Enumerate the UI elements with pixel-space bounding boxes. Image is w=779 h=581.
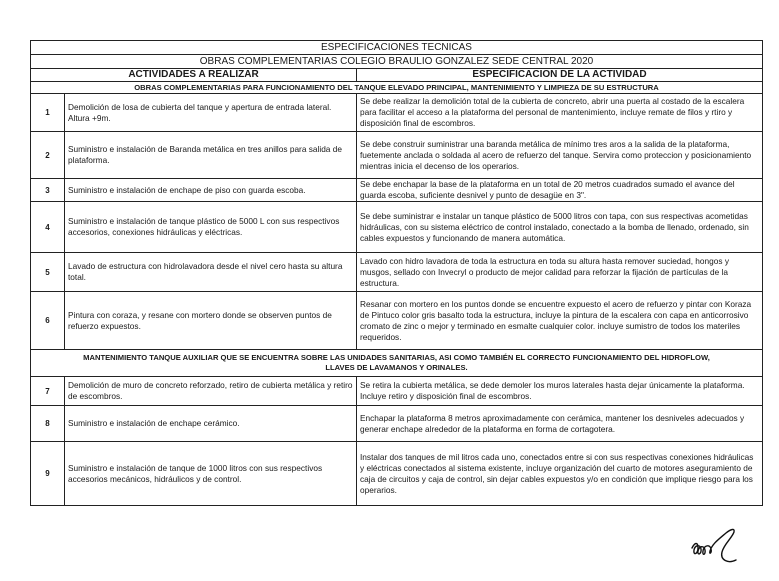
table-row: [31, 253, 763, 292]
row-number: 4: [31, 202, 65, 253]
specifications-table: [30, 40, 763, 506]
row-number: 1: [31, 94, 65, 132]
column-header-spec: ESPECIFICACION DE LA ACTIVIDAD: [357, 69, 763, 82]
table-row: [31, 94, 763, 132]
activity-cell: Lavado de estructura con hidrolavadora desde el nivel cero hasta su altura total.: [65, 253, 357, 292]
activity-cell: Suministro e instalación de enchape de piso con guarda escoba.: [65, 179, 357, 202]
row-number: 2: [31, 132, 65, 179]
activity-cell: Suministro e instalación de tanque de 1000 litros con sus respectivos accesorios mecánicos, hidráulicos y de control.: [65, 442, 357, 506]
section-title: OBRAS COMPLEMENTARIAS PARA FUNCIONAMIENTO DEL TANQUE ELEVADO PRINCIPAL, MANTENIMIENTO Y LIMPIEZA DE SU ESTRUCTURA: [31, 82, 763, 94]
document-subtitle: OBRAS COMPLEMENTARIAS COLEGIO BRAULIO GONZALEZ SEDE CENTRAL 2020: [31, 55, 763, 69]
column-header-activities: ACTIVIDADES A REALIZAR: [31, 69, 357, 82]
spec-cell: Se debe realizar la demolición total de la cubierta de concreto, abrir una puerta al costado de la escalera para facilitar el acceso a la plataforma del personal de mantenimiento, incluye remate de filos y rtiro y disposición final de escombros.: [357, 94, 763, 132]
signature-mark: [688, 518, 758, 568]
row-number: 3: [31, 179, 65, 202]
spec-cell: Se debe construir suministrar una baranda metálica de mínimo tres aros a la salida de la plataforma, fuetemente anclada o soldada al acero de refuerzo del tanque. Servira como proteccion y posicionamiento mientras inicia el decenso de los operarios.: [357, 132, 763, 179]
table-row: [31, 442, 763, 506]
activity-cell: Suministro e instalación de Baranda metálica en tres anillos para salida de plataforma.: [65, 132, 357, 179]
table-row: [31, 406, 763, 442]
activity-cell: Suministro e instalación de tanque plástico de 5000 L con sus respectivos accesorios, conexiones hidráulicas y eléctricas.: [65, 202, 357, 253]
spec-cell: Se debe suministrar e instalar un tanque plástico de 5000 litros con tapa, con sus respectivas acometidas hidráulicas, con su sistema eléctrico de control instalado, conectado a la bomba de llenado, ordenado, sin cables expuestos y funcionando de manera automática.: [357, 202, 763, 253]
row-number: 5: [31, 253, 65, 292]
section-title: MANTENIMIENTO TANQUE AUXILIAR QUE SE ENCUENTRA SOBRE LAS UNIDADES SANITARIAS, ASI COMO TAMBIÉN EL CORRECTO FUNCIONAMIENTO DEL HIDROFLOW, LLAVES DE LAVAMANOS Y ORINALES.: [31, 350, 763, 377]
table-row: [31, 132, 763, 179]
spec-cell: Lavado con hidro lavadora de toda la estructura en toda su altura hasta remover suciedad, hongos y musgos, sellado con Invecryl o producto de mejor calidad para reforzar la fijación de partículas de la estructura.: [357, 253, 763, 292]
table-row: [31, 179, 763, 202]
row-number: 8: [31, 406, 65, 442]
row-number: 7: [31, 377, 65, 406]
title-row: [31, 41, 763, 55]
section-header-row: [31, 350, 763, 377]
table-row: [31, 202, 763, 253]
activity-cell: Demolición de losa de cubierta del tanque y apertura de entrada lateral. Altura +9m.: [65, 94, 357, 132]
spec-cell: Se debe enchapar la base de la plataforma en un total de 20 metros cuadrados sumado el avance del guarda escoba, suficiente desnivel y punto de desagüe en 3".: [357, 179, 763, 202]
spec-cell: Enchapar la plataforma 8 metros aproximadamente con cerámica, mantener los desniveles adecuados y generar enchape alrededor de la plataforma en forma de cortagotera.: [357, 406, 763, 442]
activity-cell: Pintura con coraza, y resane con mortero donde se observen puntos de refuerzo expuestos.: [65, 292, 357, 350]
activity-cell: Demolición de muro de concreto reforzado, retiro de cubierta metálica y retiro de escombros.: [65, 377, 357, 406]
spec-cell: Se retira la cubierta metálica, se dede demoler los muros laterales hasta dejar únicamente la plataforma. Incluye retiro y disposición final de escombros.: [357, 377, 763, 406]
subtitle-row: [31, 55, 763, 69]
section-header-row: [31, 82, 763, 94]
activity-cell: Suministro e instalación de enchape cerámico.: [65, 406, 357, 442]
row-number: 9: [31, 442, 65, 506]
document-title: ESPECIFICACIONES TECNICAS: [31, 41, 763, 55]
specifications-sheet: [30, 40, 762, 506]
table-row: [31, 377, 763, 406]
row-number: 6: [31, 292, 65, 350]
table-row: [31, 292, 763, 350]
spec-cell: Instalar dos tanques de mil litros cada uno, conectados entre si con sus respectivas conexiones hidráulicas y eléctricas conectados al sistema existente, incluye organización del cuarto de motores aseguramiento de caja de circuitos y caja de control, sin dejar cables expuestos y/o en condición que implique riesgo para los operarios.: [357, 442, 763, 506]
spec-cell: Resanar con mortero en los puntos donde se encuentre expuesto el acero de refuerzo y pintar con Koraza de Pintuco color gris basalto toda la estructura, incluye la pintura de la escalera con capa en anticorrosivo cromato de zinc o mejor y terminado en esmalte cualquier color. incluye sumistro de todos los materiles requeridos.: [357, 292, 763, 350]
column-header-row: [31, 69, 763, 82]
